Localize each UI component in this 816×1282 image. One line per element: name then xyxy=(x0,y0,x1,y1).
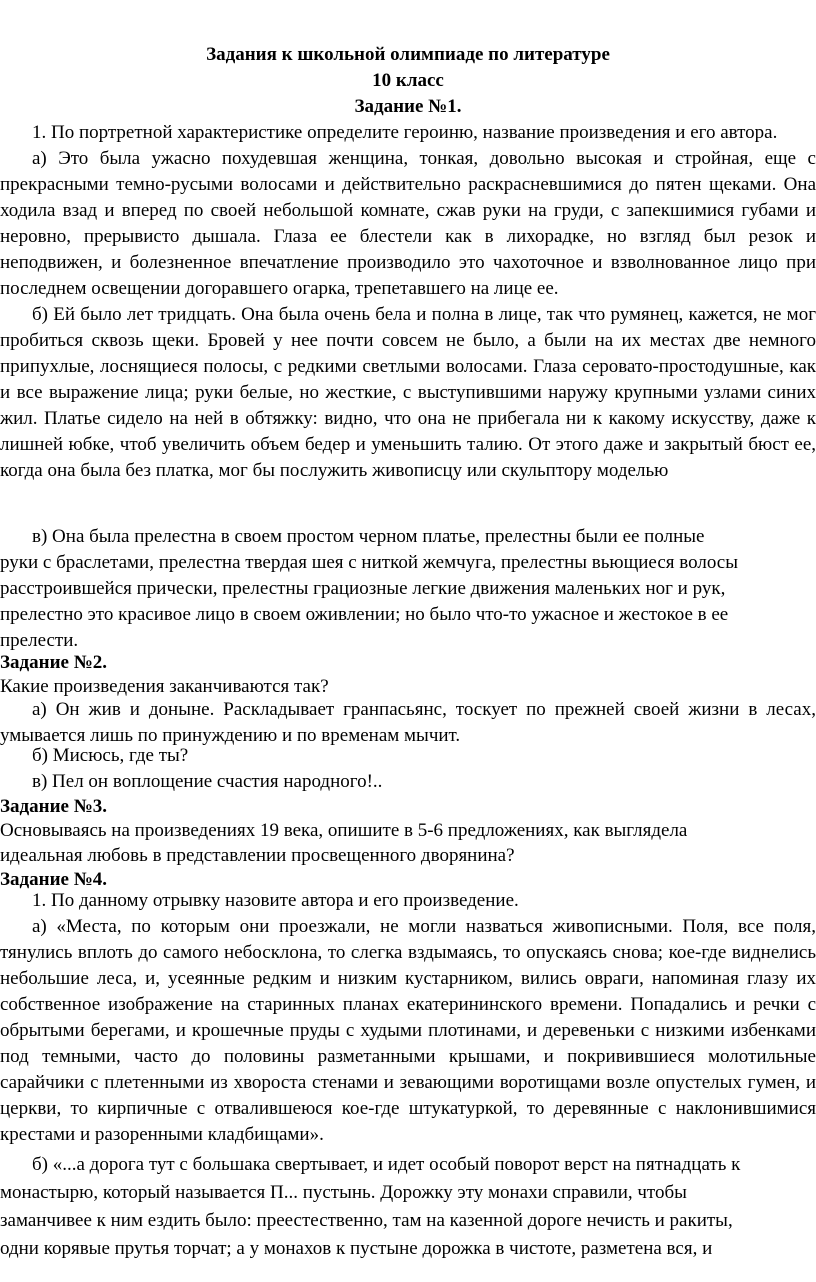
task4-answer-b-line: б) «...а дорога тут с большака свертывает, и идет особый поворот верст на пятнадцать к xyxy=(32,1154,741,1175)
task2-heading: Задание №2. xyxy=(0,652,108,673)
task2-answer-v: в) Пел он воплощение счастия народного!.. xyxy=(32,771,383,792)
task4-heading: Задание №4. xyxy=(0,869,108,890)
task2-question: Какие произведения заканчиваются так? xyxy=(0,676,329,697)
task3-question-line1: Основываясь на произведениях 19 века, опишите в 5-6 предложениях, как выглядела xyxy=(0,820,688,841)
task4-question: 1. По данному отрывку назовите автора и его произведение. xyxy=(32,890,519,911)
task4-answer-b-line: заманчивее к ним ездить было: преестественно, там на казенной дороге нечисть и ракиты, xyxy=(0,1210,733,1231)
task1-answer-a: а) Это была ужасно похудевшая женщина, тонкая, довольно высокая и стройная, еще с прекрасными темно-русыми волосами и действительно раскрасневшимися до пятен щеками. Она ходила взад и вперед по своей небольшой комнате, сжав руки на груди, с запекшимися губами и неровно, прерывисто дышала. Глаза ее блестели как в лихорадке, но взгляд был резок и неподвижен, и болезненное впечатление производило это чахоточное и взволнованное лицо при последнем освещении догоравшего огарка, трепетавшего на лице ее. xyxy=(0,148,816,299)
task1-heading: Задание №1. xyxy=(354,96,462,117)
task4-answer-b-line: одни корявые прутья торчат; а у монахов к пустыне дорожка в чистоте, разметена вся, и xyxy=(0,1238,713,1259)
task4-answer-b-line: монастырю, который называется П... пустынь. Дорожку эту монахи справили, чтобы xyxy=(0,1182,687,1203)
task1-answer-v-line: расстроившейся прически, прелестны грациозные легкие движения маленьких ног и рук, xyxy=(0,578,726,599)
task4-text xyxy=(0,888,816,1148)
task2-answer-a: а) Он жив и доныне. Раскладывает гранпасьянс, тоскует по прежней своей жизни в лесах, умывается лишь по принуждению и по временам мычит. xyxy=(0,699,816,746)
task3-heading: Задание №3. xyxy=(0,796,108,817)
task4-answer-a: а) «Места, по которым они проезжали, не могли назваться живописными. Поля, все поля, тянулись вплоть до самого небосклона, то слегка вздымаясь, то опускаясь снова; кое-где виднелись небольшие леса, и, усеянные редким и низким кустарником, вились овраги, напоминая глазу их собственное изображение на старинных планах екатерининского времени. Попадались и речки с обрытыми берегами, и крошечные пруды с худыми плотинами, и деревеньки с низкими избенками под темными, часто до половины разметанными крышами, и покривившиеся молотильные сарайчики с плетенными из хвороста стенами и зевающими воротищами возле опустелых гумен, и церкви, то кирпичные с отвалившеюся кое-где штукатуркой, то деревянные с наклонившимися крестами и разоренными кладбищами». xyxy=(0,916,816,1145)
document-title: Задания к школьной олимпиаде по литературе xyxy=(206,44,610,65)
task1-text xyxy=(0,120,816,484)
task3-question-line2: идеальная любовь в представлении просвещенного дворянина? xyxy=(0,845,515,866)
grade-label: 10 класс xyxy=(372,70,444,91)
task1-answer-v-line: руки с браслетами, прелестна твердая шея с ниткой жемчуга, прелестны вьющиеся волосы xyxy=(0,552,738,573)
task2-text xyxy=(0,697,816,749)
task1-question: 1. По портретной характеристике определите героиню, название произведения и его автора. xyxy=(32,122,778,143)
task2-answer-b: б) Мисюсь, где ты? xyxy=(32,745,189,766)
task1-answer-v-line: прелестно это красивое лицо в своем оживлении; но было что-то ужасное и жестокое в ее xyxy=(0,604,729,625)
task1-answer-v-line: прелести. xyxy=(0,630,79,651)
task1-answer-v-line: в) Она была прелестна в своем простом черном платье, прелестны были ее полные xyxy=(32,526,705,547)
task1-answer-b: б) Ей было лет тридцать. Она была очень бела и полна в лице, так что румянец, кажется, не мог пробиться сквозь щеки. Бровей у нее почти совсем не было, а были на их местах две немного припухлые, лоснящиеся полосы, с редкими светлыми волосами. Глаза серовато-простодушные, как и все выражение лица; руки белые, но жесткие, с выступившими наружу крупными узлами синих жил. Платье сидело на ней в обтяжку: видно, что она не прибегала ни к какому искусству, даже к лишней юбке, чтоб увеличить объем бедер и уменьшить талию. От этого даже и закрытый бюст ее, когда она была без платка, мог бы послужить живописцу или скульптору моделью xyxy=(0,304,816,481)
